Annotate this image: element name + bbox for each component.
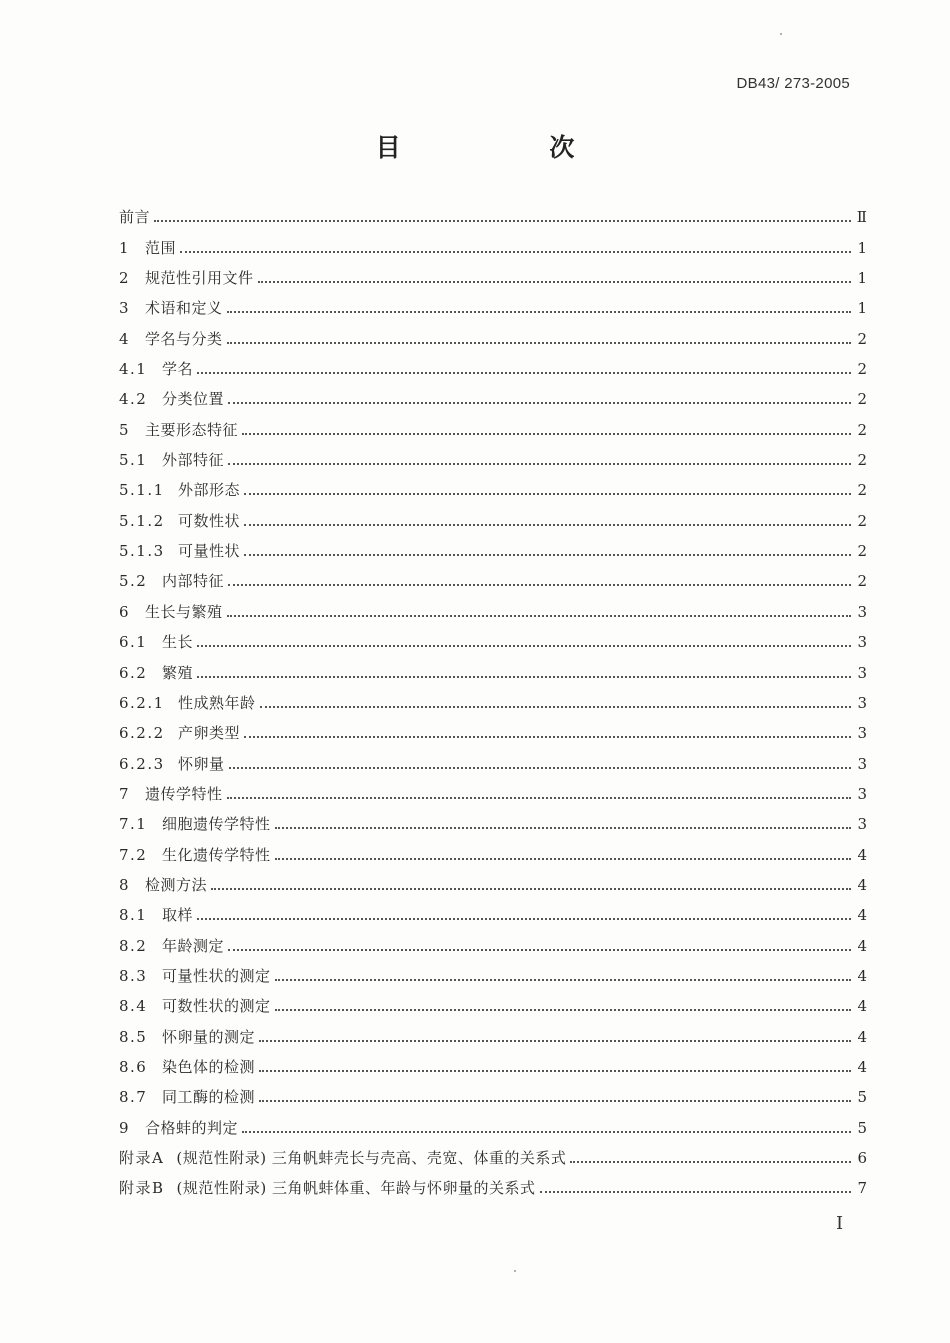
toc-entry[interactable] [119,985,867,1015]
toc-dot-leader [258,280,851,283]
toc-dot-leader [227,341,851,344]
toc-entry[interactable] [119,1137,867,1167]
toc-entry-page: 1 [857,269,867,288]
toc-entry[interactable] [119,196,867,226]
toc-entry-label: 范围 [145,238,177,257]
toc-entry-number: 8.6 [119,1057,148,1076]
toc-entry-number: 5.1 [119,451,148,470]
toc-entry-page: 3 [857,815,867,834]
toc-dot-leader [197,371,851,374]
toc-entry[interactable] [119,408,867,438]
toc-dot-leader [227,796,851,799]
toc-entry-label: 前言 [119,208,151,227]
toc-entry-label: 可数性状的测定 [162,997,271,1016]
toc-entry[interactable] [119,803,867,833]
toc-entry-number: 7.1 [119,815,148,834]
toc-entry-label: 可数性状 [178,511,241,530]
toc-entry-number: 8.2 [119,936,148,955]
toc-dot-leader [229,766,851,769]
toc-entry-page: 2 [857,572,867,591]
toc-entry[interactable] [119,1046,867,1076]
toc-entry-label: 生长与繁殖 [145,602,223,621]
toc-entry-label: 产卵类型 [178,724,241,743]
toc-entry-number: 5.1.2 [119,511,165,530]
toc-entry-page: 5 [857,1118,867,1137]
toc-entry-page: 2 [857,542,867,561]
toc-entry-page: Ⅱ [856,208,867,227]
toc-entry-label: 取样 [162,906,194,925]
toc-entry-number: 4.1 [119,360,148,379]
toc-dot-leader [540,1190,851,1193]
toc-entry-number: 5.2 [119,572,148,591]
toc-entry-page: 4 [857,845,867,864]
toc-dot-leader [244,492,851,495]
toc-dot-leader [227,310,851,313]
toc-entry-label: 分类位置 [162,390,225,409]
toc-entry[interactable] [119,682,867,712]
toc-entry-number: 5.1.1 [119,481,165,500]
toc-entry-page: 6 [857,1149,867,1167]
toc-entry-page: 4 [857,875,867,894]
toc-entry-page: 2 [857,420,867,439]
toc-entry-number: 7 [119,784,131,803]
toc-entry-label: 生化遗传学特性 [162,845,271,864]
toc-entry[interactable] [119,955,867,985]
scan-speck [780,33,782,35]
toc-entry-page: 4 [857,997,867,1016]
toc-entry-number: 7.2 [119,845,148,864]
toc-entry[interactable] [119,712,867,742]
toc-entry-page: 1 [857,299,867,318]
toc-entry-page: 2 [857,511,867,530]
toc-entry-number: 5.1.3 [119,542,165,561]
toc-entry-page: 4 [857,1027,867,1046]
toc-entry-label: 生长 [162,633,194,652]
toc-entry[interactable] [119,924,867,954]
toc-entry-number: 6.2.2 [119,724,165,743]
toc-entry-number: 6.1 [119,633,148,652]
toc-dot-leader [275,1008,851,1011]
table-of-contents [119,196,867,1197]
toc-entry-label: 外部特征 [162,451,225,470]
standard-code: DB43/ 273-2005 [736,75,850,92]
toc-entry-number: 6 [119,602,131,621]
toc-dot-leader [154,219,851,222]
toc-entry-page: 3 [857,784,867,803]
toc-entry-number: 3 [119,299,131,318]
toc-dot-leader [197,644,851,647]
toc-entry[interactable] [119,499,867,529]
toc-entry-number: 8.1 [119,906,148,925]
toc-entry-label: 遗传学特性 [145,784,223,803]
toc-entry[interactable] [119,226,867,256]
toc-dot-leader [244,735,851,738]
toc-entry-number: 6.2 [119,663,148,682]
toc-entry[interactable] [119,317,867,347]
toc-entry-label: 细胞遗传学特性 [162,815,271,834]
toc-dot-leader [227,614,851,617]
toc-entry-label: 性成熟年龄 [178,693,256,712]
toc-dot-leader [228,462,851,465]
toc-entry[interactable] [119,469,867,499]
toc-entry[interactable] [119,560,867,590]
toc-dot-leader [242,432,851,435]
toc-entry-label: 学名与分类 [145,329,223,348]
toc-entry[interactable] [119,742,867,772]
toc-entry-page: 4 [857,936,867,955]
toc-entry-page: 2 [857,481,867,500]
toc-entry-page: 4 [857,966,867,985]
toc-dot-leader [260,705,851,708]
toc-entry-page: 3 [857,754,867,773]
toc-dot-leader [228,583,851,586]
toc-entry[interactable] [119,287,867,317]
toc-entry-number: 附录B [119,1179,165,1198]
toc-entry-number: 2 [119,269,131,288]
toc-entry[interactable] [119,348,867,378]
toc-entry-page: 3 [857,602,867,621]
toc-entry[interactable] [119,439,867,469]
toc-dot-leader [244,553,851,556]
toc-dot-leader [275,978,851,981]
toc-entry[interactable] [119,1106,867,1136]
toc-entry-number: 附录A [119,1149,165,1167]
toc-entry-label: 怀卵量的测定 [162,1027,256,1046]
toc-entry-label: 染色体的检测 [162,1057,256,1076]
toc-dot-leader [275,857,851,860]
toc-dot-leader [197,917,851,920]
toc-entry-label: 外部形态 [178,481,241,500]
toc-entry[interactable] [119,1167,867,1197]
toc-entry-page: 2 [857,329,867,348]
toc-dot-leader [244,523,851,526]
toc-entry-number: 8.3 [119,966,148,985]
toc-entry-page: 4 [857,1057,867,1076]
toc-entry-label: 内部特征 [162,572,225,591]
toc-entry-label: 同工酶的检测 [162,1088,256,1107]
toc-entry-number: 1 [119,238,131,257]
toc-entry[interactable] [119,1015,867,1045]
toc-entry-page: 3 [857,663,867,682]
toc-dot-leader [211,887,851,890]
toc-entry-label: 可量性状 [178,542,241,561]
toc-dot-leader [259,1039,851,1042]
toc-entry-number: 4 [119,329,131,348]
toc-entry-label: 年龄测定 [162,936,225,955]
scan-speck [514,1270,516,1272]
toc-entry[interactable] [119,773,867,803]
toc-entry-number: 9 [119,1118,131,1137]
toc-entry[interactable] [119,864,867,894]
toc-entry[interactable] [119,1076,867,1106]
toc-entry-number: 8 [119,875,131,894]
toc-dot-leader [570,1160,851,1163]
toc-entry-page: 5 [857,1088,867,1107]
toc-entry-number: 8.4 [119,997,148,1016]
toc-entry-number: 8.7 [119,1088,148,1107]
toc-entry[interactable] [119,530,867,560]
page-title: 目 次 [375,133,645,162]
toc-dot-leader [259,1099,851,1102]
toc-dot-leader [228,948,851,951]
toc-entry-page: 2 [857,451,867,470]
toc-entry[interactable] [119,590,867,620]
toc-dot-leader [259,1069,851,1072]
toc-entry-label: 可量性状的测定 [162,966,271,985]
toc-entry[interactable] [119,378,867,408]
toc-entry-page: 3 [857,724,867,743]
toc-dot-leader [275,826,851,829]
toc-entry[interactable] [119,621,867,651]
toc-entry-page: 1 [857,238,867,257]
toc-entry-label: 检测方法 [145,875,208,894]
toc-entry-page: 2 [857,360,867,379]
toc-entry-label: 繁殖 [162,663,194,682]
toc-entry-page: 3 [857,633,867,652]
toc-entry-number: 6.2.3 [119,754,165,773]
toc-entry-number: 4.2 [119,390,148,409]
toc-entry-page: 4 [857,906,867,925]
toc-entry-label: 学名 [162,360,194,379]
toc-dot-leader [197,675,851,678]
toc-entry-number: 8.5 [119,1027,148,1046]
toc-entry[interactable] [119,257,867,287]
toc-entry[interactable] [119,894,867,924]
toc-dot-leader [228,401,851,404]
toc-entry-number: 5 [119,420,131,439]
toc-entry-label: (规范性附录) 三角帆蚌壳长与壳高、壳宽、体重的关系式 [176,1149,567,1167]
toc-entry-label: 合格蚌的判定 [145,1118,239,1137]
toc-entry-page: 7 [857,1179,867,1198]
toc-entry-number: 6.2.1 [119,693,165,712]
page-number: Ⅰ [836,1213,844,1234]
toc-entry-label: 主要形态特征 [145,420,239,439]
toc-entry-page: 2 [857,390,867,409]
toc-entry-label: 规范性引用文件 [145,269,254,288]
toc-entry-label: 术语和定义 [145,299,223,318]
toc-dot-leader [242,1130,851,1133]
toc-dot-leader [180,250,851,253]
toc-entry[interactable] [119,833,867,863]
toc-entry-label: (规范性附录) 三角帆蚌体重、年龄与怀卵量的关系式 [176,1179,536,1198]
toc-entry-page: 3 [857,693,867,712]
toc-entry[interactable] [119,651,867,681]
toc-entry-label: 怀卵量 [178,754,225,773]
